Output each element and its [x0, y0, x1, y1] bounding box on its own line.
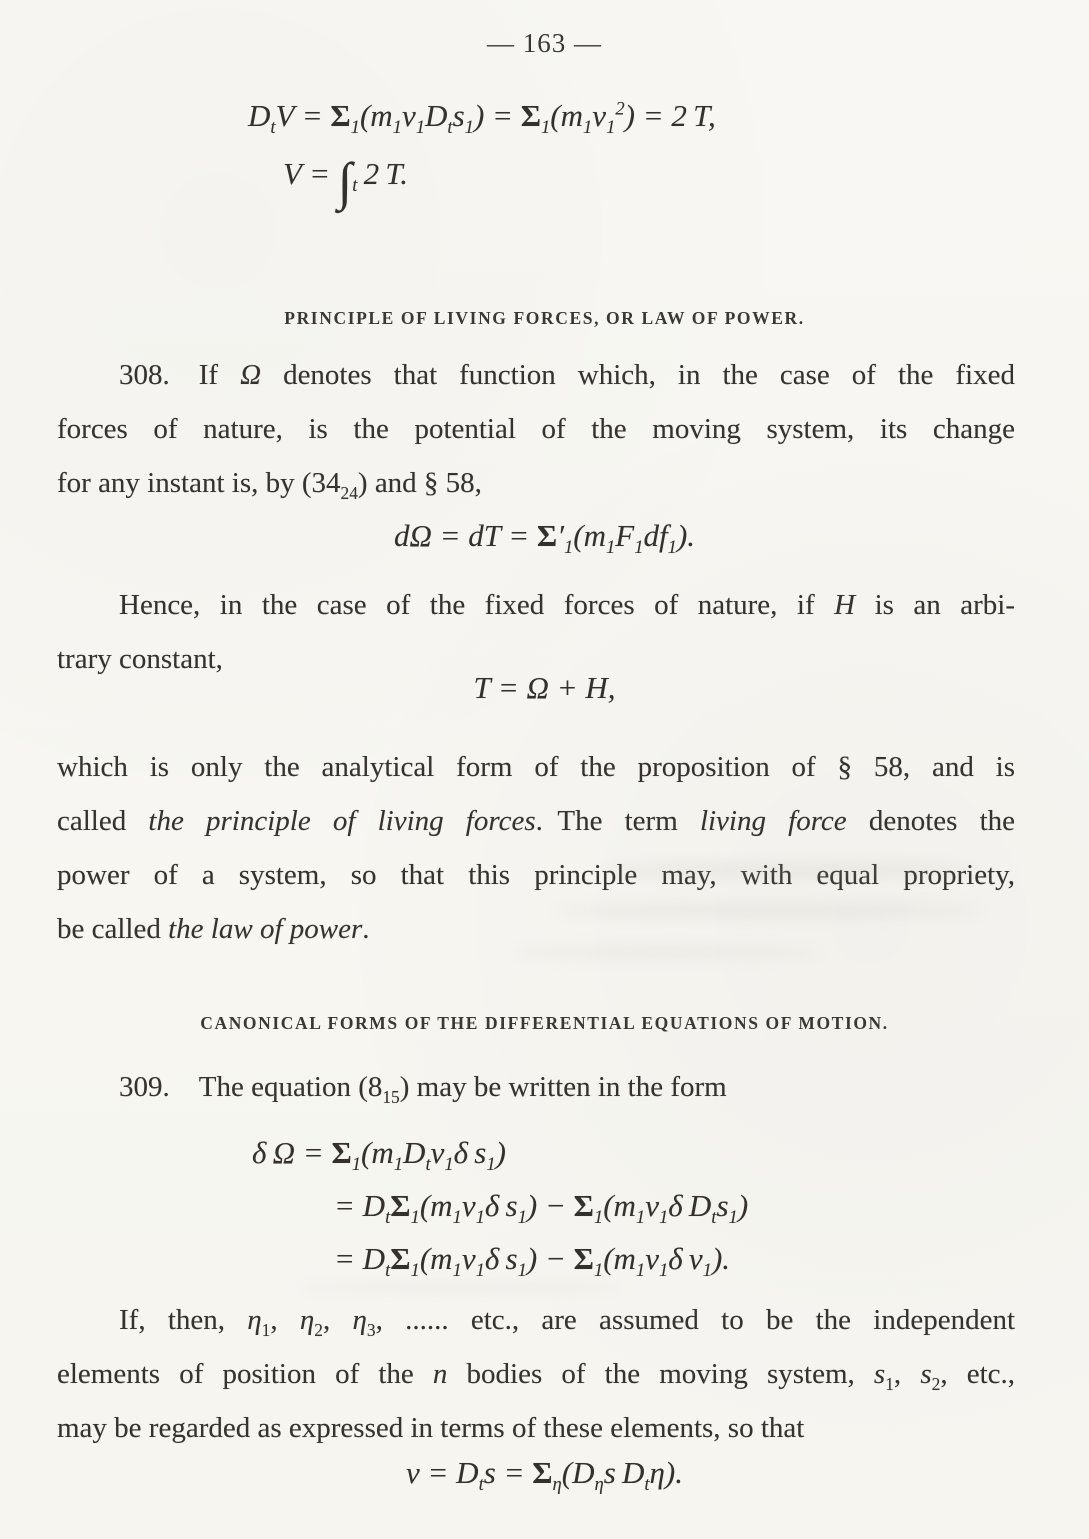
- equation-delta-omega-block: [252, 1126, 748, 1285]
- equation-v-integral: $V = \int_t$ 2 T.: [283, 152, 409, 211]
- section-heading-canonical-forms: CANONICAL FORMS OF THE DIFFERENTIAL EQUATIONS OF MOTION.: [200, 1013, 889, 1033]
- equation-line-3: = $D_t\Sigma_1(m_1v_1\delta$ $s_1) - \Sigma_1(m_1v_1\delta$ $v_1$).: [334, 1241, 731, 1282]
- text-line: power of a system, so that this principle may, with equal propriety,: [57, 859, 1015, 891]
- text-line: for any instant is, by $(34_{24})$ and § 58,: [57, 467, 482, 503]
- text-line: be called the law of power.: [57, 913, 370, 945]
- paragraph-if-then: [57, 1293, 1015, 1455]
- text-line: elements of position of the n bodies of the moving system, $s_1$, $s_2$, etc.,: [57, 1358, 1015, 1394]
- section-heading-living-forces: PRINCIPLE OF LIVING FORCES, OR LAW OF POWER.: [284, 308, 805, 328]
- equation-t-omega-h: T = Ω + H,: [473, 670, 616, 705]
- page-number: — 163 —: [487, 28, 602, 58]
- text-line: trary constant,: [57, 643, 223, 675]
- text-line: forces of nature, is the potential of the moving system, its change: [57, 413, 1015, 445]
- text-line: may be regarded as expressed in terms of these elements, so that: [57, 1412, 805, 1444]
- text-line: 309. The equation $(8_{15})$ may be written in the form: [119, 1071, 727, 1107]
- equation-line-2: = $D_t\Sigma_1(m_1v_1\delta$ $s_1) - \Sigma_1(m_1v_1\delta$ $D_ts_1$): [334, 1188, 749, 1229]
- text-line: called the principle of living forces. The term living force denotes the: [57, 805, 1016, 837]
- paragraph-308: [57, 348, 1015, 510]
- equation-line-1: δ $\Omega = \Sigma_1(m_1D_tv_1\delta$ $s_1$): [252, 1135, 506, 1176]
- equation-dtv: $D_tV = \Sigma_1(m_1v_1D_ts_1) = \Sigma_1(m_1v_1^2) = 2$ T,: [248, 98, 716, 139]
- text-line: 308. If Ω denotes that function which, in the case of the fixed: [119, 359, 1015, 391]
- text-line: which is only the analytical form of the proposition of § 58, and is: [57, 751, 1015, 783]
- equation-domega: dΩ = dT = $\Sigma'_1(m_1F_1df_1)$.: [393, 518, 696, 559]
- text-line: Hence, in the case of the fixed forces of nature, if H is an arbi-: [119, 589, 1015, 621]
- paragraph-living-forces: [57, 740, 1015, 956]
- text-line: If, then, $\eta_1$, $\eta_2$, $\eta_3$, ...... etc., are assumed to be the independent: [119, 1304, 1016, 1340]
- paragraph-309: [57, 1060, 1015, 1114]
- equation-v-eta: $v = D_ts = \Sigma_\eta(D_\eta s$ $D_t\eta$).: [406, 1455, 683, 1496]
